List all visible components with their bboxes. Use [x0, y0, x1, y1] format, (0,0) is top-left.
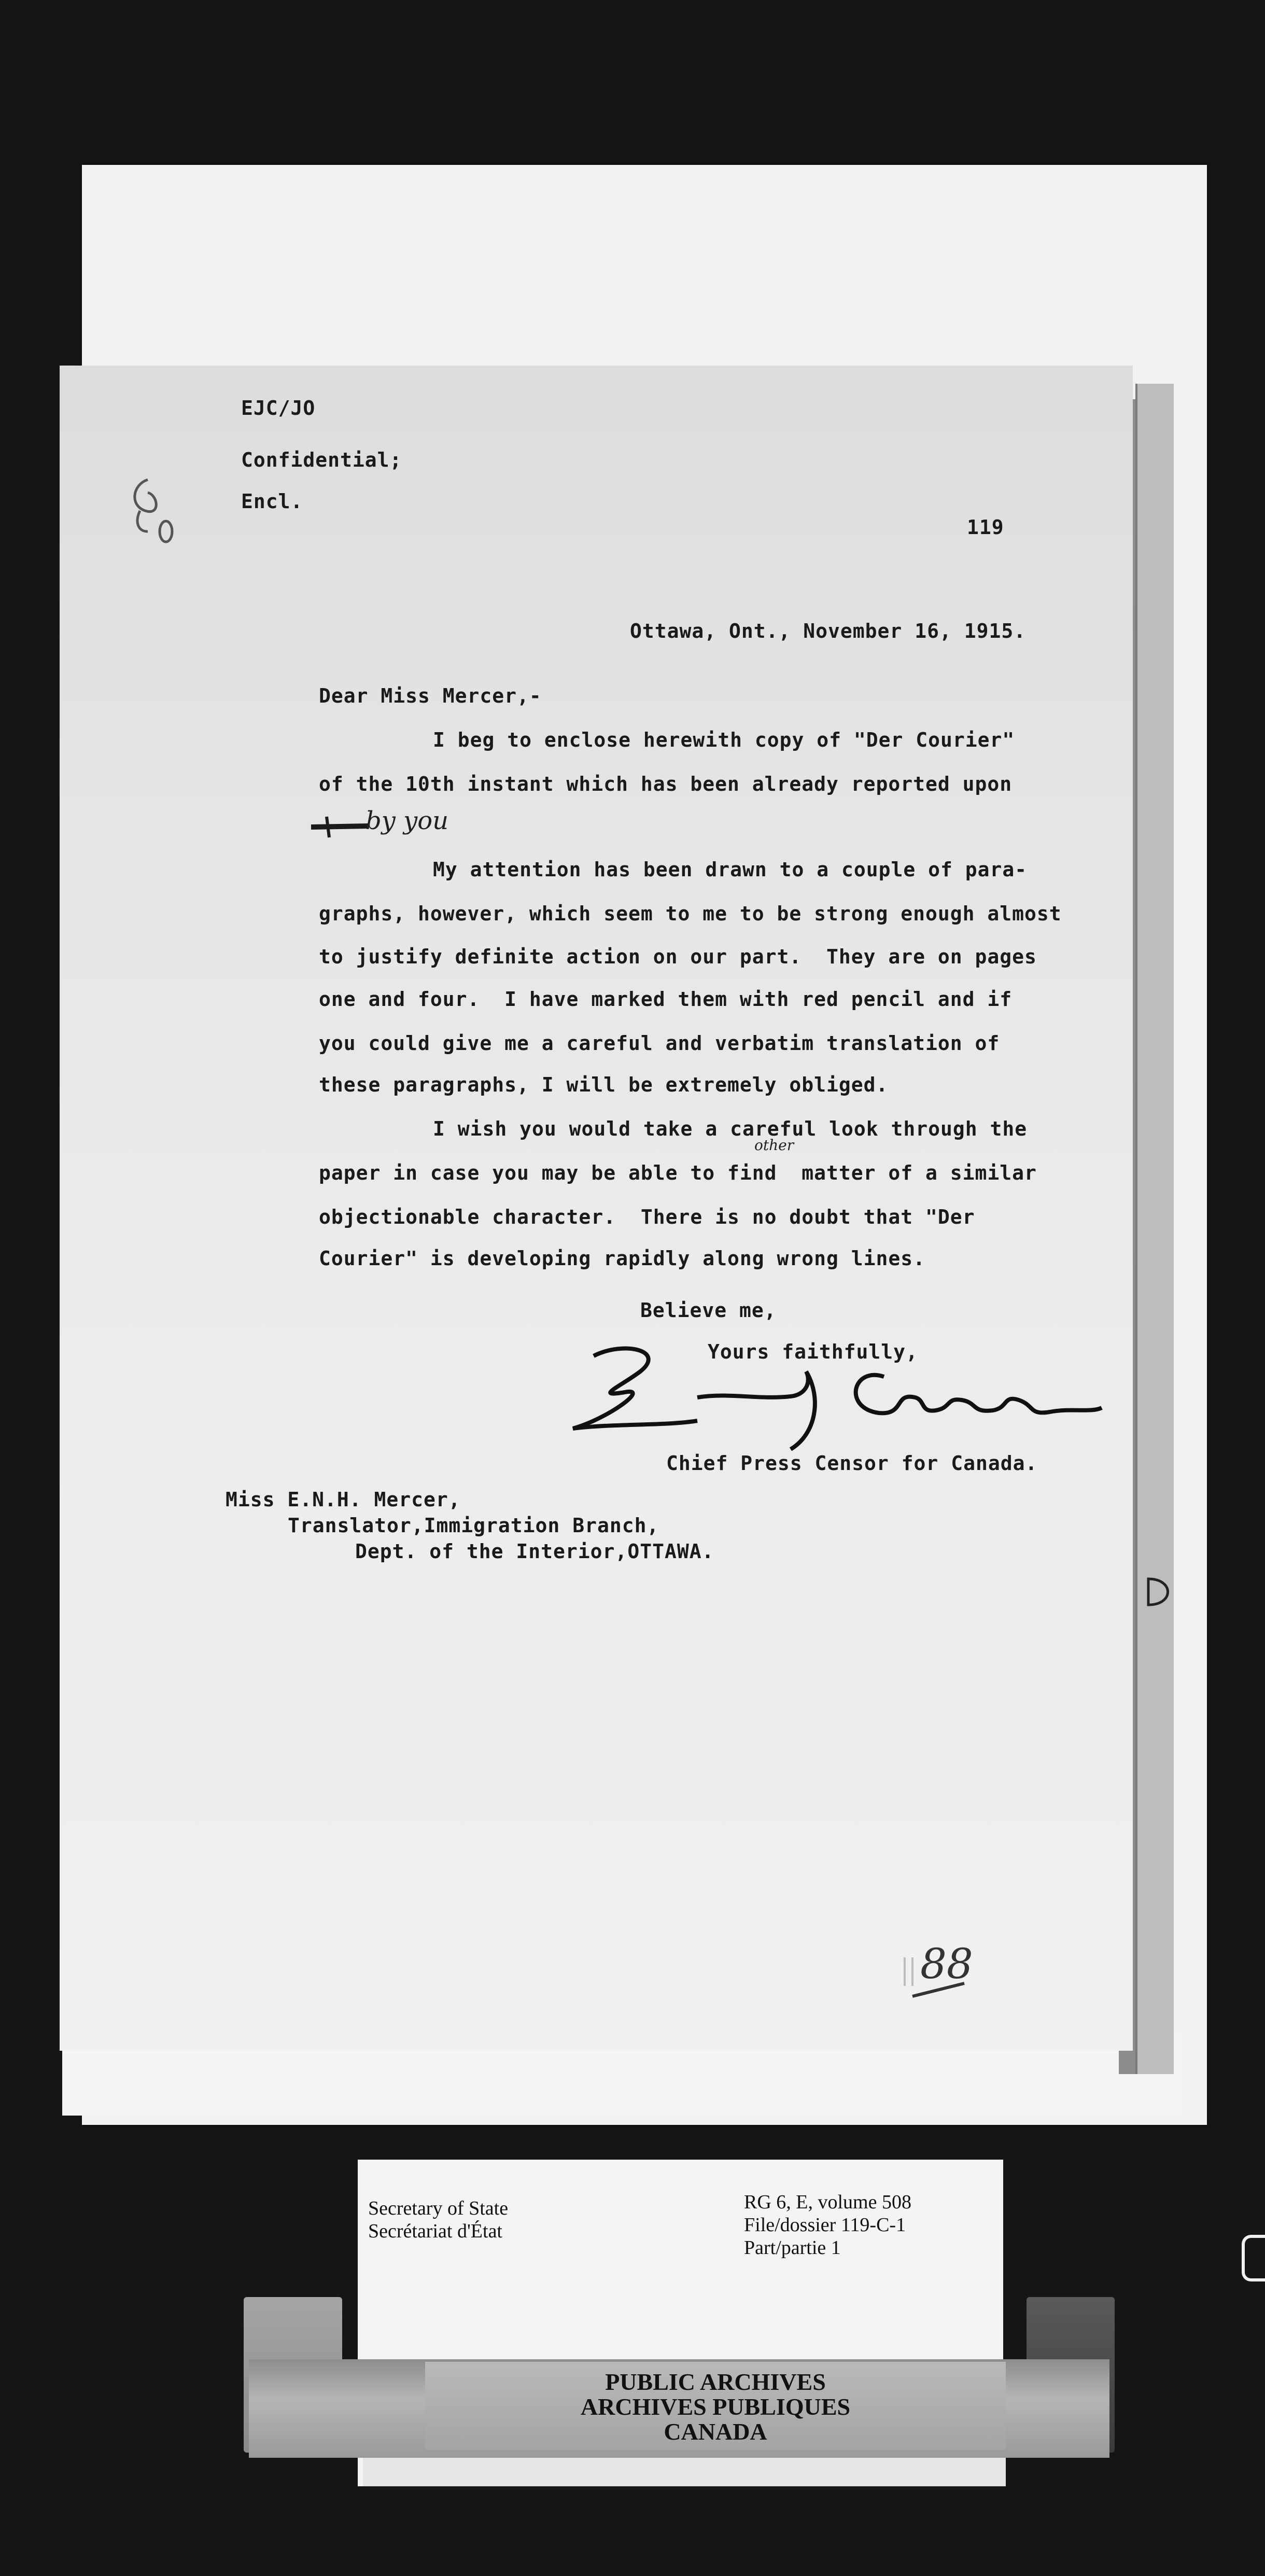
letter-page [60, 366, 1133, 2051]
addressee-line: Dept. of the Interior,OTTAWA. [355, 1540, 714, 1563]
page-number: 119 [967, 516, 1004, 539]
body-line: I wish you would take a careful look through the [433, 1117, 1028, 1140]
page-edge [1135, 384, 1174, 2074]
edge-target-mark [1242, 2235, 1265, 2281]
signature [563, 1335, 1112, 1470]
signature-text: Ernest J. Chambers [563, 1335, 568, 1336]
handwritten-correction: by you [366, 806, 449, 835]
body-line: of the 10th instant which has been already reported upon [319, 773, 1013, 795]
body-line: objectionable character. There is no doubt that "Der [319, 1206, 975, 1228]
valediction: Yours faithfully, [708, 1340, 918, 1363]
card-dept-en: Secretary of State [368, 2197, 509, 2219]
card-file: File/dossier 119-C-1 [744, 2214, 906, 2236]
edge-mark [1143, 1576, 1174, 1607]
archive-label-line: CANADA [664, 2418, 767, 2445]
body-line: I beg to enclose herewith copy of "Der Courier" [433, 729, 1015, 751]
card-bottom-edge [363, 2458, 1006, 2486]
folio-number: 88 [920, 1940, 973, 1988]
reference-code: EJC/JO [241, 397, 316, 419]
signature-title: Chief Press Censor for Canada. [666, 1452, 1038, 1475]
confidential-label: Confidential; [241, 449, 402, 471]
body-line: My attention has been drawn to a couple of para- [433, 858, 1028, 881]
body-line: you could give me a careful and verbatim translation of [319, 1032, 1000, 1055]
addressee-line: Miss E.N.H. Mercer, [226, 1488, 461, 1511]
archive-label-line: ARCHIVES PUBLIQUES [580, 2393, 851, 2420]
closing: Believe me, [640, 1299, 777, 1322]
archive-label [425, 2362, 1006, 2450]
handwritten-mark [117, 469, 179, 552]
folio-mark [899, 1931, 972, 2009]
body-line: graphs, however, which seem to me to be strong enough almost [319, 902, 1062, 925]
body-line: paper in case you may be able to find matter of a similar [319, 1161, 1037, 1184]
body-line: one and four. I have marked them with red pencil and if [319, 988, 1013, 1011]
handwritten-insert: other [754, 1137, 794, 1154]
body-line: these paragraphs, I will be extremely obliged. [319, 1073, 889, 1096]
enclosure-label: Encl. [241, 490, 303, 513]
dateline: Ottawa, Ont., November 16, 1915. [630, 620, 1027, 642]
body-line: Courier" is developing rapidly along wrong lines. [319, 1247, 926, 1270]
body-line: to justify definite action on our part. They are on pages [319, 945, 1037, 968]
archive-label-line: PUBLIC ARCHIVES [605, 2369, 826, 2395]
salutation: Dear Miss Mercer,- [319, 684, 542, 707]
card-part: Part/partie 1 [744, 2237, 841, 2259]
card-volume: RG 6, E, volume 508 [744, 2191, 911, 2213]
card-dept-fr: Secrétariat d'État [368, 2220, 502, 2242]
addressee-line: Translator,Immigration Branch, [288, 1514, 659, 1537]
